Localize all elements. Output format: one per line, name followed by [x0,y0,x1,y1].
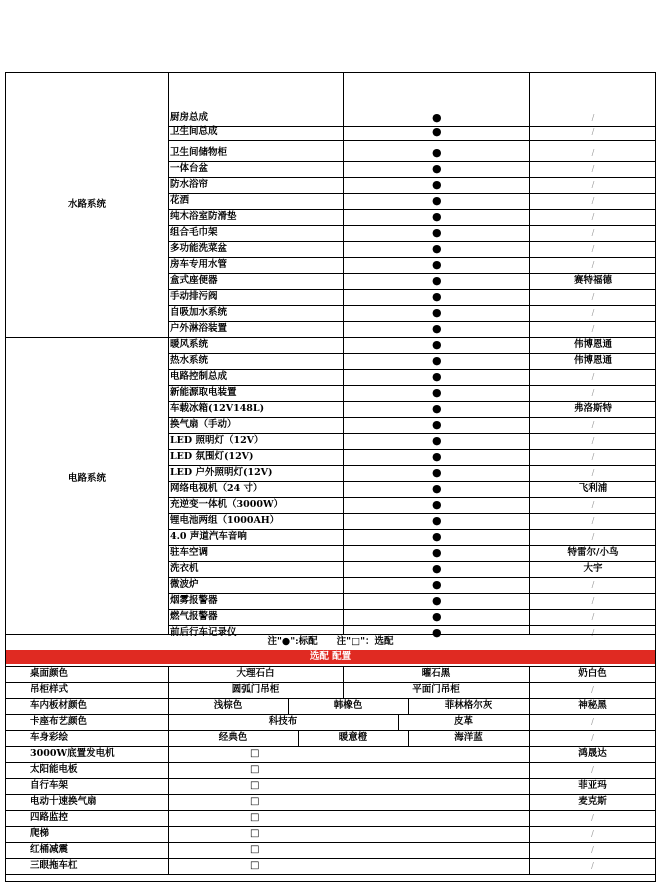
option-label: 自行车架 [30,780,69,791]
option-value: 科技布 [268,716,298,727]
water-system-title: 水路系统 [67,199,106,210]
option-value: 平面门吊柜 [412,684,460,695]
item-brand: 伟博恩通 [573,355,612,366]
standard-mark: ● [432,242,442,255]
item-brand: 特雷尔/小鸟 [567,547,619,558]
option-brand: / [591,765,594,774]
standard-mark: ● [432,482,442,495]
col-divider [168,746,169,762]
option-value: 奶白色 [578,668,607,679]
item-brand: 赛特福德 [573,275,612,286]
item-name: 卫生间总成 [170,126,218,137]
item-name: 花洒 [170,195,190,206]
col-divider [168,794,169,810]
option-brand: / [591,861,594,870]
option-label: 四路监控 [30,812,69,823]
item-name: 自吸加水系统 [170,307,228,318]
option-value: 大理石白 [236,668,275,679]
option-value: 神秘黑 [578,700,607,711]
standard-mark: ● [432,514,442,527]
item-name: 热水系统 [170,355,209,366]
standard-mark: ● [432,562,442,575]
item-name: LED 氛围灯(12V) [170,451,254,462]
standard-mark: ● [432,111,442,124]
item-name: LED 户外照明灯(12V) [170,467,273,478]
standard-mark: ● [432,226,442,239]
standard-mark: ● [432,274,442,287]
option-value: / [591,717,594,726]
option-brand: / [591,829,594,838]
item-name: 前后行车记录仪 [170,627,237,638]
item-brand: / [591,113,595,122]
item-brand: / [591,212,595,221]
item-brand: / [591,196,595,205]
col-divider [168,810,169,826]
item-name: 烟雾报警器 [170,595,218,606]
item-name: 4.0 声道汽车音响 [170,531,247,542]
option-label: 桌面颜色 [30,668,69,679]
option-label: 车内板材颜色 [30,700,88,711]
row-line [168,140,656,141]
option-brand: 菲亚玛 [578,780,607,791]
item-name: 厨房总成 [170,112,209,123]
standard-mark: ● [432,626,442,639]
standard-mark: ● [432,338,442,351]
standard-mark: ● [432,546,442,559]
option-value: 韩橡色 [333,700,363,711]
item-name: 新能源取电装置 [170,387,237,398]
optional-mark: □ [250,828,260,839]
item-brand: / [591,580,595,589]
item-brand: / [591,388,595,397]
item-brand: / [591,180,595,189]
item-brand: / [591,308,595,317]
standard-mark: ● [432,466,442,479]
item-brand: / [591,244,595,253]
option-value: 暖意橙 [338,732,368,743]
item-brand: / [591,596,595,605]
item-brand: / [591,324,595,333]
standard-mark: ● [432,125,442,138]
standard-mark: ● [432,210,442,223]
item-name: 户外淋浴装置 [170,323,228,334]
standard-mark: ● [432,594,442,607]
item-name: LED 照明灯（12V） [170,435,264,446]
options-header: 选配 配置 [6,650,655,664]
item-name: 网络电视机（24 寸） [170,483,263,494]
standard-mark: ● [432,146,442,159]
row-line [5,874,656,875]
item-name: 房车专用水管 [170,259,228,270]
option-label: 电动十速换气扇 [30,796,97,807]
item-name: 一体台盆 [170,163,209,174]
option-label: 爬梯 [30,828,50,839]
item-name: 换气扇（手动） [170,419,237,430]
standard-mark: ● [432,530,442,543]
optional-mark: □ [250,764,260,775]
section-divider [5,337,656,338]
item-brand: / [591,260,595,269]
item-brand: / [591,228,595,237]
standard-mark: ● [432,578,442,591]
standard-mark: ● [432,322,442,335]
item-name: 燃气报警器 [170,611,218,622]
col-divider [168,842,169,858]
item-brand: 弗洛斯特 [573,403,612,414]
item-name: 洗衣机 [170,563,199,574]
item-brand: 大宇 [583,563,603,574]
optional-mark: □ [250,780,260,791]
item-brand: / [591,628,595,637]
item-brand: / [591,452,595,461]
standard-mark: ● [432,498,442,511]
standard-mark: ● [432,370,442,383]
item-name: 微波炉 [170,579,199,590]
standard-mark: ● [432,290,442,303]
standard-mark: ● [432,194,442,207]
item-name: 暖风系统 [170,339,209,350]
standard-mark: ● [432,386,442,399]
option-brand: 麦克斯 [578,796,607,807]
electric-system-title: 电路系统 [67,473,106,484]
option-label: 车身彩绘 [30,732,69,743]
optional-mark: □ [250,748,260,759]
optional-mark: □ [250,844,260,855]
item-brand: / [591,164,595,173]
col-divider [168,858,169,874]
item-name: 驻车空调 [170,547,209,558]
item-brand: 伟博恩通 [573,339,612,350]
optional-mark: □ [250,812,260,823]
option-value: / [591,685,594,694]
option-label: 红桶减震 [30,844,69,855]
option-brand: / [591,813,594,822]
item-brand: / [591,148,595,157]
item-name: 车载冰箱(12V148L) [170,403,265,414]
option-value: 菲林格尔灰 [444,700,493,711]
option-label: 三眼拖车杠 [30,860,78,871]
standard-mark: ● [432,178,442,191]
standard-mark: ● [432,258,442,271]
item-brand: / [591,532,595,541]
option-label: 吊柜样式 [30,684,69,695]
col-divider [168,778,169,794]
option-label: 太阳能电板 [30,764,78,775]
option-value: / [591,733,594,742]
standard-mark: ● [432,418,442,431]
item-name: 电路控制总成 [170,371,228,382]
option-brand: / [591,845,594,854]
item-name: 充逆变一体机（3000W） [170,499,284,510]
item-name: 卫生间储物柜 [170,147,228,158]
option-value: 皮革 [453,716,473,727]
option-brand: 鸿晟达 [578,748,607,759]
item-brand: / [591,292,595,301]
standard-mark: ● [432,610,442,623]
item-brand: / [591,468,595,477]
optional-mark: □ [250,860,260,871]
item-brand: / [591,127,595,136]
col-divider [168,826,169,842]
standard-mark: ● [432,434,442,447]
legend-note: 注"●":标配 注"□"：选配 [267,636,394,647]
option-value: 海洋蓝 [454,732,483,743]
item-brand: / [591,372,595,381]
standard-mark: ● [432,306,442,319]
option-value: 曜石黑 [421,668,451,679]
standard-mark: ● [432,354,442,367]
col-divider [168,762,169,778]
item-name: 组合毛巾架 [170,227,218,238]
item-name: 盒式座便器 [170,275,218,286]
option-value: 经典色 [218,732,248,743]
standard-mark: ● [432,162,442,175]
item-brand: 飞利浦 [578,483,608,494]
option-value: 浅棕色 [213,700,243,711]
option-label: 3000W底置发电机 [30,748,115,759]
item-brand: / [591,612,595,621]
item-name: 锂电池两组（1000AH） [170,515,280,526]
option-label: 卡座布艺颜色 [30,716,88,727]
item-name: 多功能洗菜盆 [170,243,228,254]
optional-mark: □ [250,796,260,807]
item-name: 手动排污阀 [170,291,218,302]
option-value: 圆弧门吊柜 [231,684,280,695]
item-brand: / [591,516,595,525]
standard-mark: ● [432,450,442,463]
item-name: 防水浴帘 [170,179,209,190]
item-brand: / [591,420,595,429]
standard-mark: ● [432,402,442,415]
item-name: 纯木浴室防滑垫 [170,211,237,222]
item-brand: / [591,436,595,445]
item-brand: / [591,500,595,509]
